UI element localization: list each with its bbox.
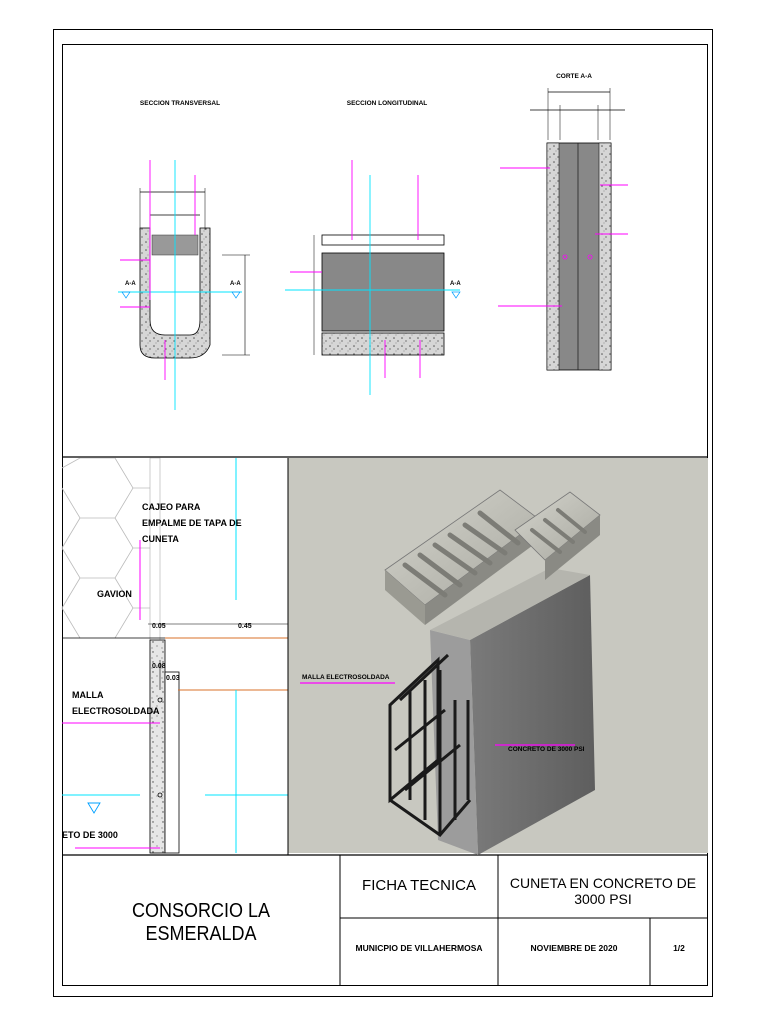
municipality: MUNICPIO DE VILLAHERMOSA bbox=[355, 943, 483, 953]
transversal-title: SECCION TRANSVERSAL bbox=[139, 100, 221, 107]
label-gavion: GAVION bbox=[97, 589, 132, 599]
svg-text:0.08: 0.08 bbox=[152, 663, 166, 670]
svg-text:ELECTROSOLDADA: ELECTROSOLDADA bbox=[72, 706, 160, 716]
sheet-type: FICHA TECNICA bbox=[362, 877, 476, 894]
svg-text:CUNETA: CUNETA bbox=[142, 534, 179, 544]
label-cajeo: CAJEO PARA bbox=[142, 502, 201, 512]
render-3d bbox=[288, 458, 708, 855]
date: NOVIEMBRE DE 2020 bbox=[530, 943, 618, 953]
page-number: 1/2 bbox=[673, 943, 685, 953]
svg-text:0.05: 0.05 bbox=[152, 623, 166, 630]
svg-text:0.03: 0.03 bbox=[166, 675, 180, 682]
label-concreto-cut: ETO DE 3000 bbox=[62, 830, 118, 840]
render-label-malla: MALLA ELECTROSOLDADA bbox=[302, 674, 390, 681]
longitudinal-title: SECCION LONGITUDINAL bbox=[346, 100, 428, 107]
svg-text:0.45: 0.45 bbox=[238, 623, 252, 630]
render-label-concreto: CONCRETO DE 3000 PSI bbox=[508, 746, 585, 753]
detail-section bbox=[62, 458, 288, 853]
seccion-transversal bbox=[118, 100, 250, 410]
company-name: CONSORCIO LA ESMERALDA bbox=[131, 900, 271, 945]
sheet-title: CUNETA EN CONCRETO DE 3000 PSI bbox=[509, 875, 697, 907]
svg-text:A-A: A-A bbox=[125, 281, 136, 287]
label-malla: MALLA bbox=[72, 690, 104, 700]
corte-title: CORTE A-A bbox=[556, 73, 592, 80]
svg-text:A-A: A-A bbox=[230, 281, 241, 287]
seccion-longitudinal bbox=[285, 100, 461, 395]
svg-text:EMPALME DE TAPA DE: EMPALME DE TAPA DE bbox=[142, 518, 242, 528]
svg-text:A-A: A-A bbox=[450, 281, 461, 287]
corte-aa bbox=[498, 73, 628, 370]
